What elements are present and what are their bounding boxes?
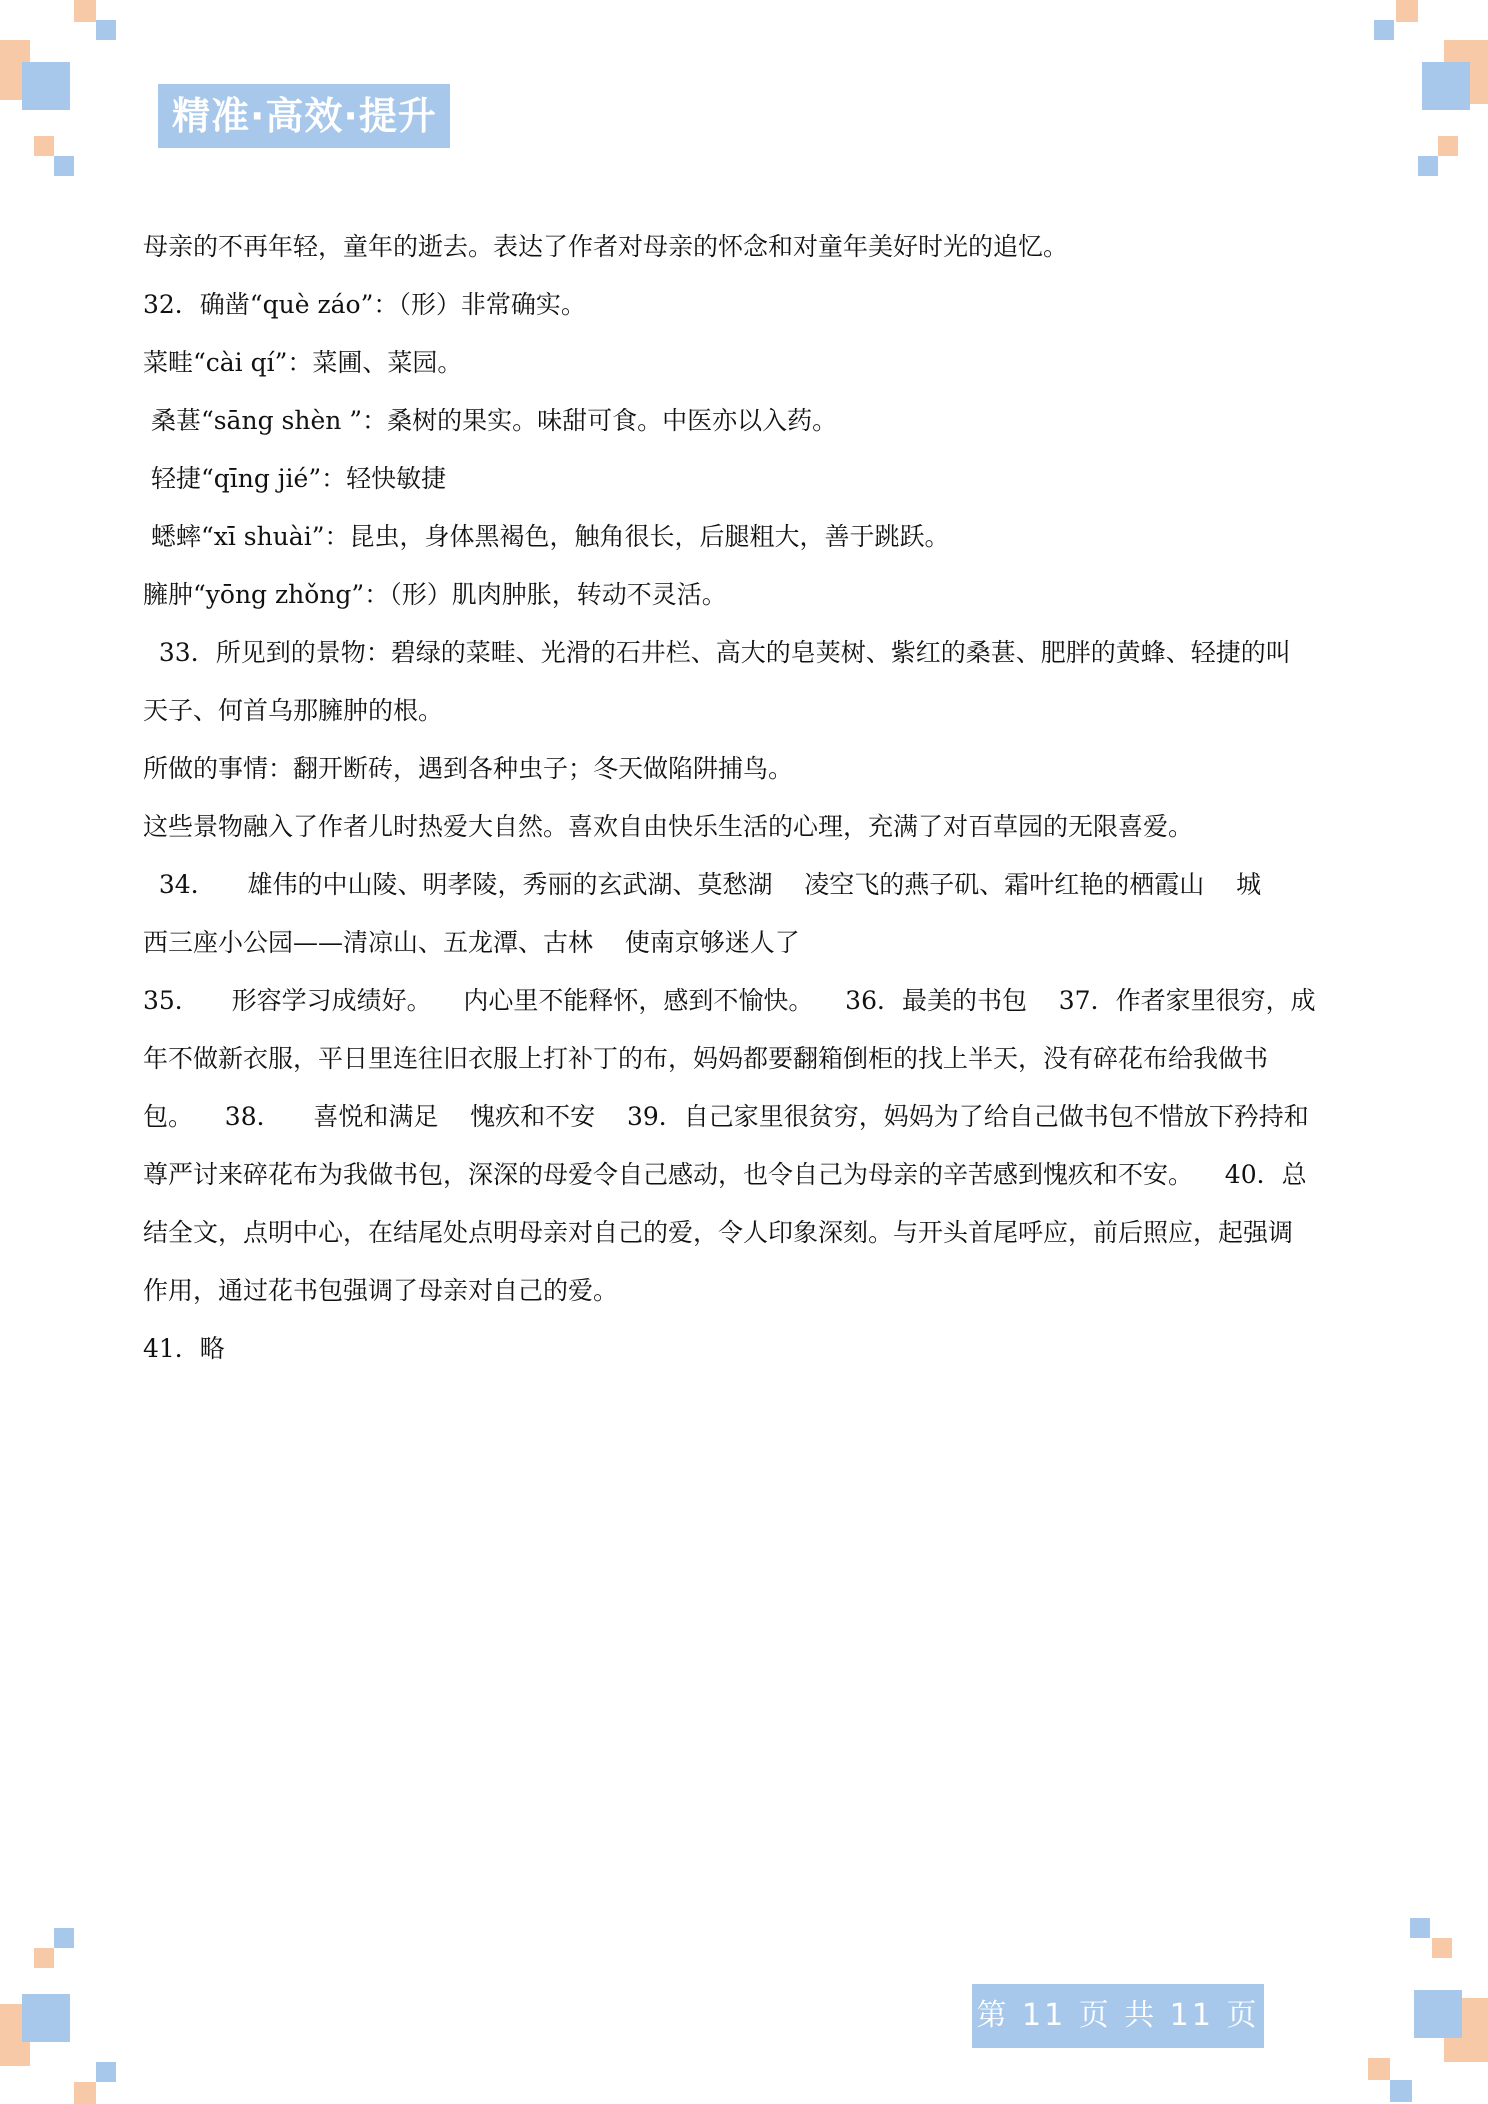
- deco-square: [74, 0, 96, 22]
- text-line: 包。 38． 喜悦和满足 愧疚和不安 39．自己家里很贫穷，妈妈为了给自己做书包不惜放下矜持和: [143, 1102, 1309, 1131]
- text-line: 轻捷“qīng jié”：轻快敏捷: [143, 464, 447, 493]
- page-number: 第 11 页 共 11 页: [972, 1984, 1264, 2048]
- deco-square: [74, 2082, 96, 2104]
- deco-square: [1410, 1918, 1430, 1938]
- text-line: 天子、何首乌那臃肿的根。: [143, 696, 444, 725]
- text-line: 菜畦“cài qí”：菜圃、菜园。: [143, 348, 463, 377]
- text-line: 臃肿“yōng zhǒng”：（形）肌肉肿胀，转动不灵活。: [143, 580, 727, 609]
- text-line: 作用，通过花书包强调了母亲对自己的爱。: [143, 1276, 619, 1305]
- deco-square: [22, 1994, 70, 2042]
- deco-square: [22, 62, 70, 110]
- text-line: 年不做新衣服，平日里连往旧衣服上打补丁的布，妈妈都要翻箱倒柜的找上半天，没有碎花布给我做书: [143, 1044, 1269, 1073]
- text-line: 所做的事情：翻开断砖，遇到各种虫子；冬天做陷阱捕鸟。: [143, 754, 794, 783]
- deco-square: [1438, 136, 1458, 156]
- text-line: 33．所见到的景物：碧绿的菜畦、光滑的石井栏、高大的皂荚树、紫红的桑葚、肥胖的黄蜂、轻捷的叫: [143, 638, 1291, 667]
- header-badge: 精准·高效·提升: [158, 84, 450, 148]
- text-line: 西三座小公园——清凉山、五龙潭、古林 使南京够迷人了: [143, 928, 800, 957]
- deco-square: [54, 1928, 74, 1948]
- deco-square: [1390, 2080, 1412, 2102]
- deco-square: [1414, 1990, 1462, 2038]
- deco-square: [1418, 156, 1438, 176]
- text-line: 结全文，点明中心，在结尾处点明母亲对自己的爱，令人印象深刻。与开头首尾呼应，前后照应，起强调: [143, 1218, 1294, 1247]
- text-line: 这些景物融入了作者儿时热爱大自然。喜欢自由快乐生活的心理，充满了对百草园的无限喜爱。: [143, 812, 1194, 841]
- deco-square: [1374, 20, 1394, 40]
- document-body: [143, 218, 1348, 1378]
- deco-square: [96, 20, 116, 40]
- deco-square: [1396, 0, 1418, 22]
- text-line: 桑葚“sāng shèn ”：桑树的果实。味甜可食。中医亦以入药。: [143, 406, 838, 435]
- deco-square: [34, 1948, 54, 1968]
- text-line: 34． 雄伟的中山陵、明孝陵，秀丽的玄武湖、莫愁湖 凌空飞的燕子矶、霜叶红艳的栖霞山 城: [143, 870, 1262, 899]
- text-line: 母亲的不再年轻，童年的逝去。表达了作者对母亲的怀念和对童年美好时光的追忆。: [143, 232, 1069, 261]
- text-line: 蟋蟀“xī shuài”：昆虫，身体黑褐色，触角很长，后腿粗大，善于跳跃。: [143, 522, 950, 551]
- deco-square: [1432, 1938, 1452, 1958]
- text-line: 35． 形容学习成绩好。 内心里不能释怀，感到不愉快。 36．最美的书包 37．作者家里很穷，成: [143, 986, 1316, 1015]
- text-line: 尊严讨来碎花布为我做书包，深深的母爱令自己感动，也令自己为母亲的辛苦感到愧疚和不安。 40．总: [143, 1160, 1307, 1189]
- deco-square: [54, 156, 74, 176]
- deco-square: [96, 2062, 116, 2082]
- text-line: 32．确凿“què záo”：（形）非常确实。: [143, 290, 586, 319]
- deco-square: [1422, 62, 1470, 110]
- text-line: 41．略: [143, 1334, 225, 1363]
- deco-square: [1368, 2058, 1390, 2080]
- deco-square: [34, 136, 54, 156]
